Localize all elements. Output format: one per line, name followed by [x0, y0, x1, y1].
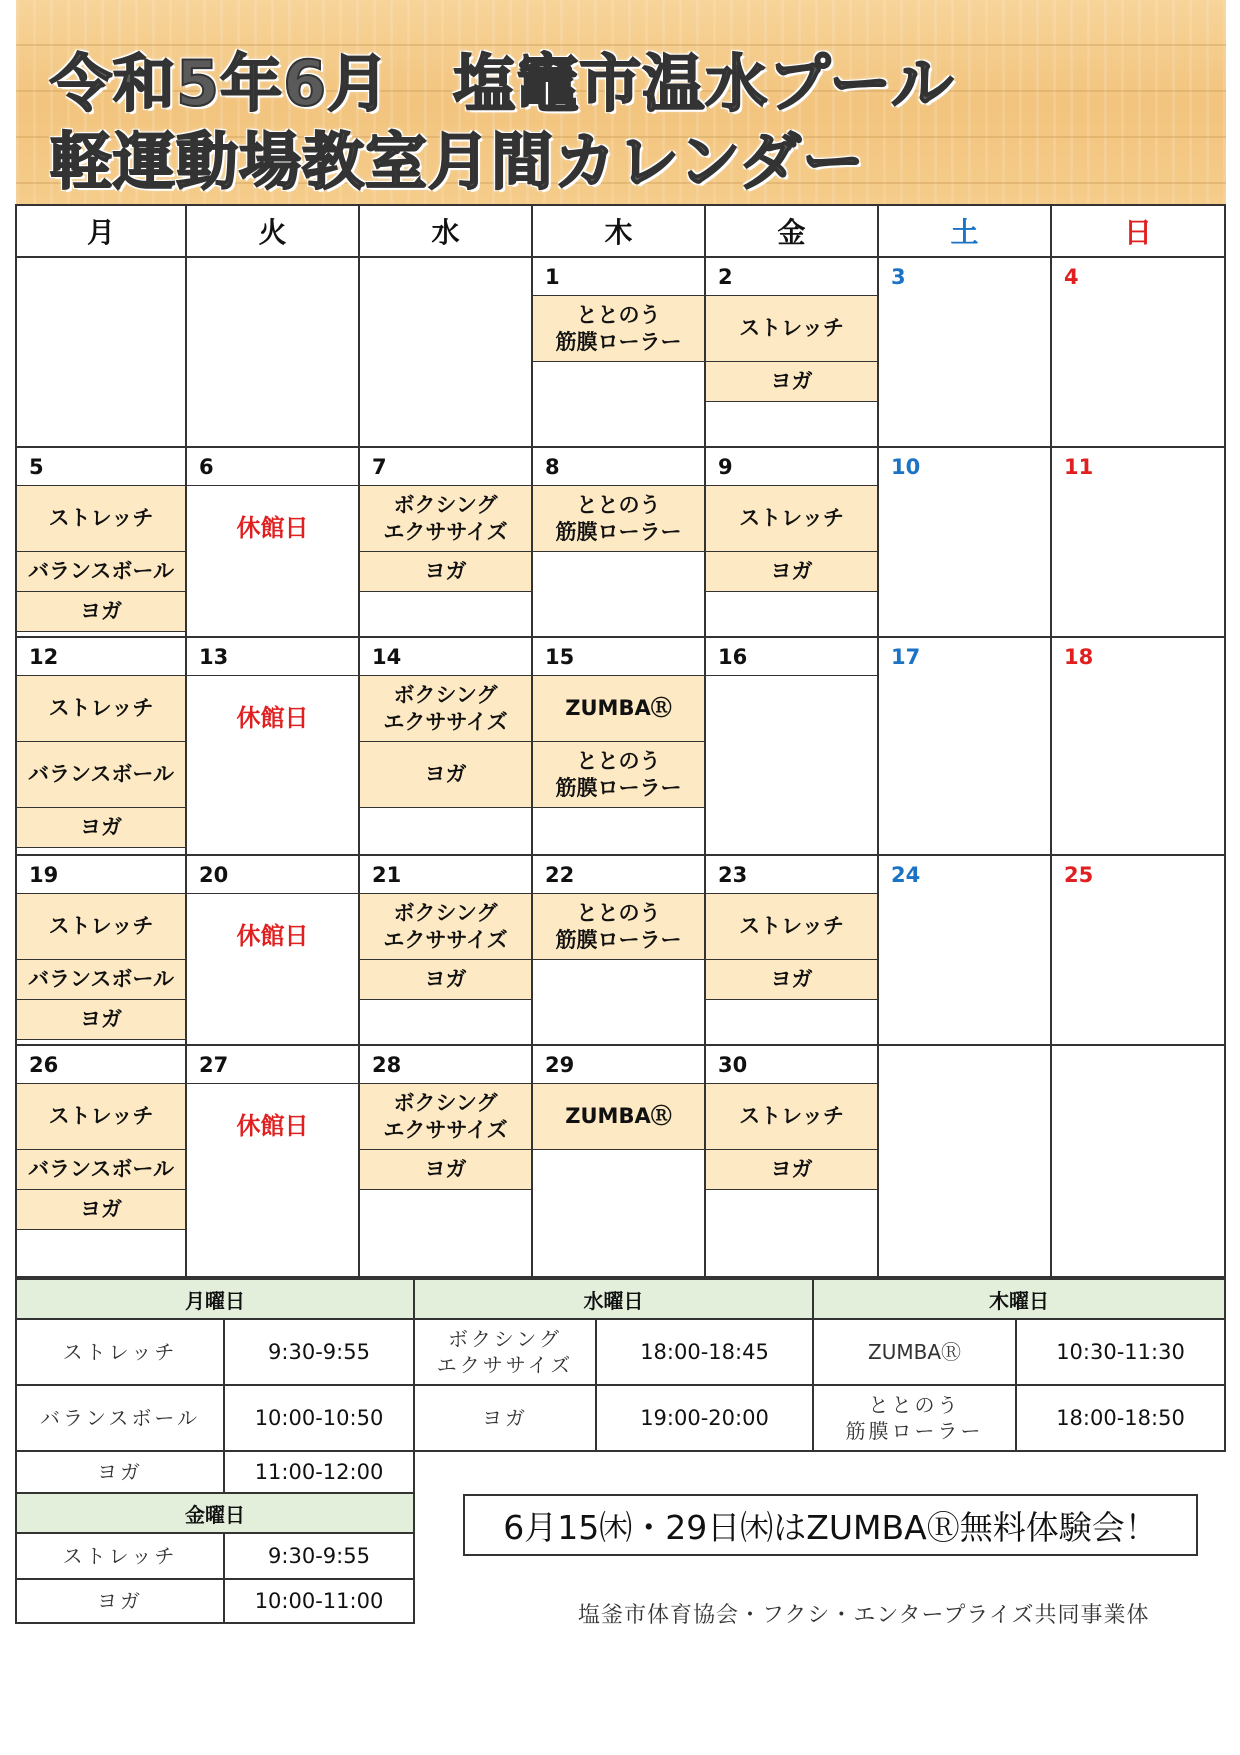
class-block: ZUMBAⓇ	[533, 676, 704, 742]
calendar-day-cell	[187, 448, 360, 638]
day-number: 11	[1064, 455, 1094, 479]
header-banner	[16, 0, 1226, 204]
day-number: 30	[706, 1046, 877, 1084]
schedule-class-name: ヨガ	[16, 1579, 224, 1623]
schedule-class-name: ヨガ	[414, 1385, 596, 1451]
schedule-class-time: 10:00-10:50	[224, 1385, 414, 1451]
class-block: ZUMBAⓇ	[533, 1084, 704, 1150]
class-block: ボクシング エクササイズ	[360, 894, 531, 960]
class-block: ヨガ	[17, 592, 185, 632]
class-block: ヨガ	[706, 1150, 877, 1190]
class-block: ととのう 筋膜ローラー	[533, 486, 704, 552]
day-number: 24	[891, 863, 921, 887]
monthly-calendar	[15, 204, 1226, 1278]
day-number: 8	[533, 448, 704, 486]
weekday-header: 火	[187, 206, 360, 258]
day-number: 5	[17, 448, 185, 486]
day-number: 14	[360, 638, 531, 676]
class-block: ボクシング エクササイズ	[360, 676, 531, 742]
schedule-class-name: ストレッチ	[16, 1319, 224, 1385]
calendar-day-cell	[1052, 448, 1224, 638]
day-number: 25	[1064, 863, 1094, 887]
day-number: 21	[360, 856, 531, 894]
day-number: 18	[1064, 645, 1094, 669]
day-number: 15	[533, 638, 704, 676]
calendar-day-cell	[17, 1046, 187, 1278]
day-number: 29	[533, 1046, 704, 1084]
calendar-day-cell	[879, 448, 1052, 638]
class-block: ヨガ	[706, 960, 877, 1000]
schedule-heading: 木曜日	[813, 1279, 1225, 1319]
class-block: バランスボール	[17, 552, 185, 592]
day-number: 27	[187, 1046, 358, 1084]
calendar-day-cell	[187, 638, 360, 856]
day-number: 9	[706, 448, 877, 486]
calendar-day-cell	[17, 856, 187, 1046]
class-block: ストレッチ	[17, 486, 185, 552]
weekday-header: 金	[706, 206, 879, 258]
schedule-class-time: 9:30-9:55	[224, 1319, 414, 1385]
schedule-class-name: ZUMBAⓇ	[813, 1319, 1016, 1385]
schedule-class-time: 18:00-18:45	[596, 1319, 813, 1385]
class-block: ヨガ	[17, 1190, 185, 1230]
calendar-day-cell	[879, 638, 1052, 856]
schedule-class-name: ストレッチ	[16, 1533, 224, 1579]
schedule-class-time: 18:00-18:50	[1016, 1385, 1225, 1451]
calendar-day-cell	[360, 258, 533, 448]
calendar-day-cell	[17, 638, 187, 856]
class-block: ヨガ	[17, 1000, 185, 1040]
day-number: 4	[1064, 265, 1079, 289]
closed-day-label: 休館日	[236, 704, 309, 732]
class-block: ヨガ	[360, 742, 531, 808]
day-number: 12	[17, 638, 185, 676]
weekday-header: 月	[17, 206, 187, 258]
weekday-header: 土	[879, 206, 1052, 258]
class-block: ヨガ	[17, 808, 185, 848]
schedule-class-time: 19:00-20:00	[596, 1385, 813, 1451]
class-block: ストレッチ	[706, 1084, 877, 1150]
schedule-class-name: バランスボール	[16, 1385, 224, 1451]
class-block: ストレッチ	[17, 676, 185, 742]
calendar-day-cell	[187, 258, 360, 448]
schedule-wednesday	[413, 1278, 814, 1452]
class-block: ヨガ	[706, 552, 877, 592]
calendar-day-cell	[1052, 638, 1224, 856]
class-block: ストレッチ	[17, 894, 185, 960]
class-block: バランスボール	[17, 1150, 185, 1190]
schedule-heading: 月曜日	[16, 1279, 414, 1319]
calendar-day-cell	[360, 638, 533, 856]
closed-day-label: 休館日	[236, 514, 309, 542]
schedule-heading: 金曜日	[16, 1493, 414, 1533]
calendar-day-cell	[706, 856, 879, 1046]
class-block: ボクシング エクササイズ	[360, 1084, 531, 1150]
calendar-day-cell	[187, 856, 360, 1046]
day-number: 26	[17, 1046, 185, 1084]
calendar-day-cell	[533, 448, 706, 638]
class-block: ボクシング エクササイズ	[360, 486, 531, 552]
calendar-day-cell	[533, 258, 706, 448]
schedule-class-time: 11:00-12:00	[224, 1451, 414, 1493]
weekday-header: 木	[533, 206, 706, 258]
calendar-day-cell	[533, 1046, 706, 1278]
page-title-line1: 令和5年6月 塩竈市温水プール	[50, 47, 955, 120]
day-number: 22	[533, 856, 704, 894]
calendar-day-cell	[1052, 856, 1224, 1046]
calendar-day-cell	[360, 448, 533, 638]
calendar-day-cell	[706, 448, 879, 638]
weekday-header: 水	[360, 206, 533, 258]
calendar-day-cell	[1052, 258, 1224, 448]
day-number: 2	[706, 258, 877, 296]
class-block: バランスボール	[17, 960, 185, 1000]
closed-day-label: 休館日	[236, 922, 309, 950]
calendar-day-cell	[706, 1046, 879, 1278]
day-number: 23	[706, 856, 877, 894]
calendar-day-cell	[533, 856, 706, 1046]
schedule-heading: 水曜日	[414, 1279, 813, 1319]
calendar-day-cell	[360, 856, 533, 1046]
class-block: ヨガ	[360, 960, 531, 1000]
weekday-header: 日	[1052, 206, 1224, 258]
day-number: 1	[533, 258, 704, 296]
day-number: 19	[17, 856, 185, 894]
class-block: ヨガ	[360, 552, 531, 592]
day-number: 6	[187, 448, 358, 486]
calendar-day-cell	[879, 1046, 1052, 1278]
calendar-day-cell	[187, 1046, 360, 1278]
calendar-day-cell	[17, 258, 187, 448]
class-block: ヨガ	[360, 1150, 531, 1190]
class-block: ととのう 筋膜ローラー	[533, 742, 704, 808]
class-block: ヨガ	[706, 362, 877, 402]
schedule-thursday	[812, 1278, 1226, 1452]
schedule-class-name: ボクシング エクササイズ	[414, 1319, 596, 1385]
schedule-class-name: ヨガ	[16, 1451, 224, 1493]
day-number: 20	[187, 856, 358, 894]
organizer-credit: 塩釜市体育協会・フクシ・エンタープライズ共同事業体	[578, 1603, 1150, 1628]
calendar-day-cell	[706, 258, 879, 448]
day-number: 7	[360, 448, 531, 486]
calendar-day-cell	[360, 1046, 533, 1278]
day-number: 16	[706, 638, 877, 676]
calendar-day-cell	[879, 258, 1052, 448]
day-number: 3	[891, 265, 906, 289]
class-block: ととのう 筋膜ローラー	[533, 894, 704, 960]
class-block: ストレッチ	[17, 1084, 185, 1150]
calendar-day-cell	[17, 448, 187, 638]
day-number: 17	[891, 645, 921, 669]
class-block: バランスボール	[17, 742, 185, 808]
closed-day-label: 休館日	[236, 1112, 309, 1140]
class-block: ストレッチ	[706, 486, 877, 552]
schedule-class-time: 10:30-11:30	[1016, 1319, 1225, 1385]
schedule-class-time: 10:00-11:00	[224, 1579, 414, 1623]
class-block: ととのう 筋膜ローラー	[533, 296, 704, 362]
day-number: 28	[360, 1046, 531, 1084]
free-trial-notice: 6月15㈭・29日㈭はZUMBAⓇ無料体験会！	[463, 1494, 1198, 1556]
calendar-day-cell	[879, 856, 1052, 1046]
calendar-day-cell	[706, 638, 879, 856]
schedule-class-name: ととのう 筋膜ローラー	[813, 1385, 1016, 1451]
schedule-monday	[15, 1278, 415, 1624]
class-block: ストレッチ	[706, 894, 877, 960]
day-number: 13	[187, 638, 358, 676]
calendar-day-cell	[1052, 1046, 1224, 1278]
day-number: 10	[891, 455, 921, 479]
schedule-class-time: 9:30-9:55	[224, 1533, 414, 1579]
class-block: ストレッチ	[706, 296, 877, 362]
page-title-line2: 軽運動場教室月間カレンダー	[50, 125, 865, 198]
calendar-day-cell	[533, 638, 706, 856]
